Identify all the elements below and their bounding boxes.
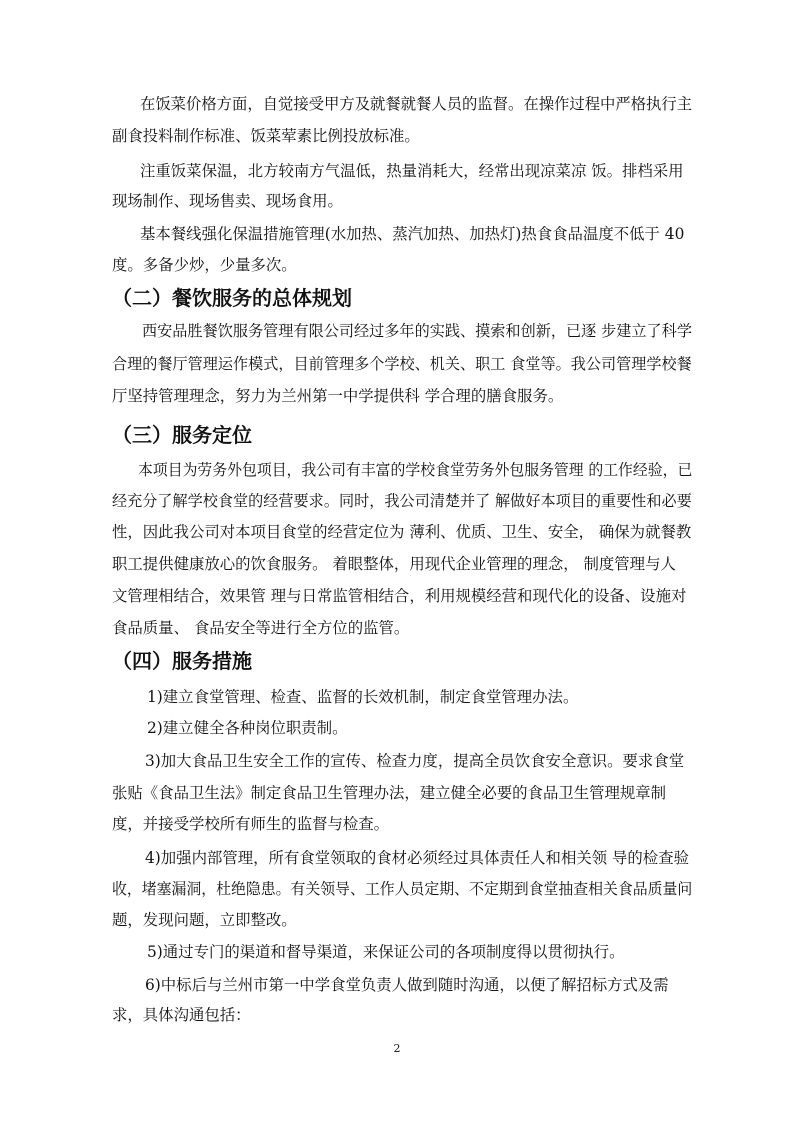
list-item: 6)中标后与兰州市第一中学食堂负责人做到随时沟通，以便了解招标方式及需 [145, 976, 669, 994]
paragraph-line: 经充分了解学校食堂的经营要求。同时，我公司清楚并了 解做好本项目的重要性和必要 [112, 492, 692, 510]
page-number: 2 [393, 1042, 401, 1055]
paragraph-line: 性，因此我公司对本项目食堂的经营定位为 薄利、优质、卫生、安全， 确保为就餐教 [112, 523, 692, 541]
list-item-line: 度，并接受学校所有师生的监督与检查。 [112, 815, 390, 833]
list-item: 2)建立健全各种岗位职责制。 [147, 719, 348, 737]
list-item: 5)通过专门的渠道和督导渠道，来保证公司的各项制度得以贯彻执行。 [147, 943, 625, 961]
paragraph-line: 本项目为劳务外包项目，我公司有丰富的学校食堂劳务外包服务管理 的工作经验，已 [138, 461, 693, 479]
paragraph-line: 副食投料制作标准、饭菜荤素比例投放标准。 [112, 127, 420, 145]
list-item-line: 题，发现问题，立即整改。 [112, 911, 297, 929]
paragraph-line: 度。多备少炒，少量多次。 [112, 256, 297, 274]
paragraph-line: 职工提供健康放心的饮食服务。 着眼整体，用现代企业管理的理念， 制度管理与人 [112, 555, 676, 573]
paragraph-line: 合理的餐厅管理运作模式，目前管理多个学校、机关、职工 食堂等。我公司管理学校餐 [112, 355, 692, 373]
paragraph-line: 厅坚持管理理念，努力为兰州第一中学提供科 学合理的膳食服务。 [112, 387, 564, 405]
paragraph-line: 西安品胜餐饮服务管理有限公司经过多年的实践、摸索和创新，已逐 步建立了科学 [142, 322, 692, 340]
list-item-line: 张贴《食品卫生法》制定食品卫生管理办法，建立健全必要的食品卫生管理规章制 [112, 784, 667, 802]
list-item: 3)加大食品卫生安全工作的宣传、检查力度，提高全员饮食安全意识。要求食堂 [145, 752, 685, 770]
paragraph-line: 文管理相结合，效果管 理与日常监管相结合，利用规模经营和现代化的设备、设施对 [112, 587, 687, 605]
paragraph-line: 基本餐线强化保温措施管理(水加热、蒸汽加热、加热灯)热食食品温度不低于 40 [140, 225, 685, 243]
paragraph-line: 在饭菜价格方面，自觉接受甲方及就餐就餐人员的监督。在操作过程中严格执行主 [140, 95, 693, 113]
paragraph-line: 食品质量、 食品安全等进行全方位的监管。 [112, 619, 410, 637]
section-heading: （三）服务定位 [112, 423, 252, 447]
paragraph-line: 现场制作、现场售卖、现场食用。 [112, 192, 343, 210]
list-item-line: 收，堵塞漏洞，杜绝隐患。有关领导、工作人员定期、不定期到食堂抽查相关食品质量问 [112, 880, 693, 898]
section-heading: （四）服务措施 [112, 649, 252, 673]
list-item: 4)加强内部管理，所有食堂领取的食材必须经过具体责任人和相关领 导的检查验 [145, 849, 689, 867]
section-heading: （二）餐饮服务的总体规划 [112, 286, 352, 310]
list-item: 1)建立食堂管理、检查、监督的长效机制，制定食堂管理办法。 [147, 688, 579, 706]
list-item-line: 求，具体沟通包括： [112, 1006, 251, 1024]
paragraph-line: 注重饭菜保温，北方较南方气温低，热量消耗大，经常出现凉菜凉 饭。排档采用 [140, 162, 684, 180]
